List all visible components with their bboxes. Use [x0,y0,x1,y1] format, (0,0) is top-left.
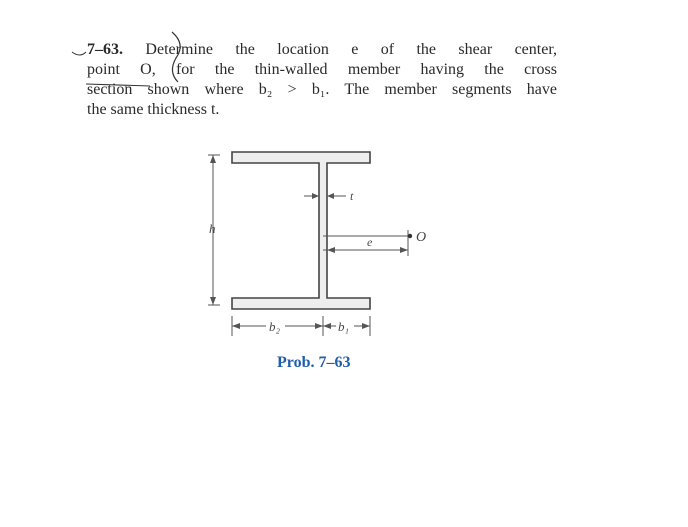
t-dim-arrowhead-left [312,193,319,199]
b2-arrow-right [315,323,323,329]
b1-label: b₁ [338,319,350,334]
problem-line-3: section shown where b₂ > b₁. The member segments have [87,81,557,98]
pen-mark-bracket [72,52,86,55]
b1-arrow-right [362,323,370,329]
t-label: t [350,189,354,203]
problem-line-4: the same thickness t. [87,101,220,118]
e-dim-arrow-left [327,247,335,253]
t-dim-arrowhead-right [327,193,334,199]
b1-arrow-left [323,323,331,329]
problem-line-2: point O, for the thin-walled member having the cross [87,61,557,78]
e-label: e [367,235,373,249]
shear-center-point [408,234,412,238]
b2-label: b₂ [269,319,281,334]
pen-mark-curve [172,32,180,82]
h-dim-arrow-top [210,155,216,163]
O-label: O [416,230,427,245]
problem-line-1-text: Determine the location e of the shear center, [145,41,558,58]
problem-number: 7–63. [87,41,123,58]
h-dim-arrow-bottom [210,297,216,305]
figure-caption: Prob. 7–63 [277,354,351,371]
pen-mark-underline [86,84,150,86]
b2-arrow-left [232,323,240,329]
i-beam-section [232,152,370,309]
h-label: h [209,221,216,236]
e-dim-arrow-right [400,247,408,253]
